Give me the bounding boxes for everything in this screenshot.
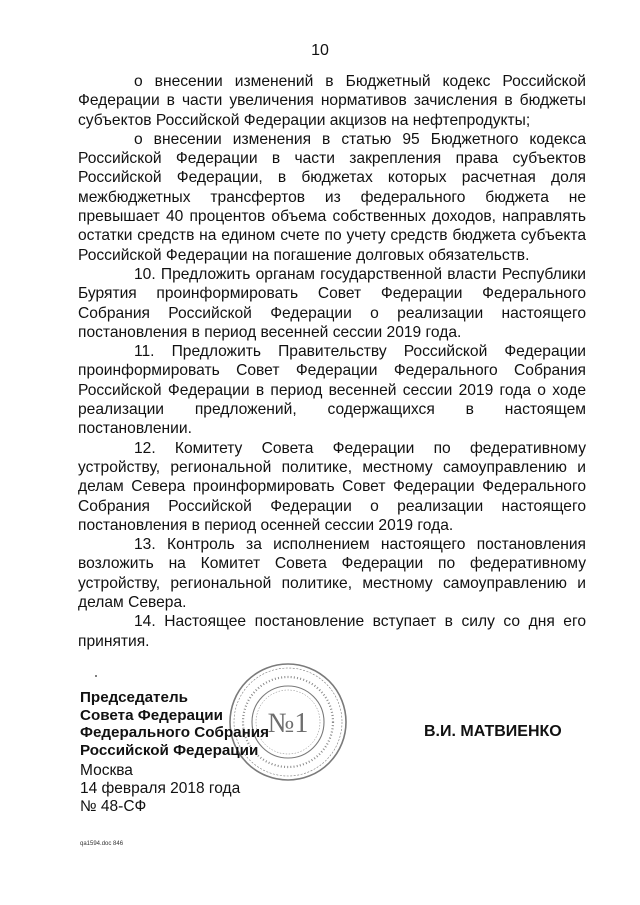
- signature-title-line: Федерального Собрания: [80, 724, 269, 741]
- document-body: [78, 72, 586, 651]
- signer-name: В.И. МАТВИЕНКО: [424, 723, 562, 740]
- document-number: № 48-СФ: [80, 798, 147, 815]
- signature-title-line: Председатель: [80, 689, 188, 706]
- signature-title-line: Российской Федерации: [80, 741, 259, 759]
- place-and-date: [80, 762, 240, 816]
- signature-title: [80, 689, 269, 759]
- document-date: 14 февраля 2018 года: [80, 780, 241, 797]
- city: Москва: [80, 762, 133, 779]
- paragraph-budget-code-article-95: о внесении изменения в статью 95 Бюджетного кодекса Российской Федерации в части закрепления права субъектов Российской Федерации, в бюджетах которых расчетная доля межбюджетных трансфертов из федерального бюджета не превышает 40 процентов объема собственных доходов, направлять остатки средств на едином счете по учету средств бюджета субъекта Российской Федерации на погашение долговых обязательств.: [78, 130, 586, 264]
- paragraph-item-14: 14. Настоящее постановление вступает в силу со дня его принятия.: [78, 613, 586, 650]
- signature-title-line: Совета Федерации: [80, 706, 223, 724]
- seal-number: №1: [267, 708, 309, 739]
- page-number: 10: [311, 42, 329, 59]
- paragraph-budget-code-excise: о внесении изменений в Бюджетный кодекс Российской Федерации в части увеличения нормативов зачисления в бюджеты субъектов Российской Федерации акцизов на нефтепродукты;: [78, 73, 586, 129]
- paragraph-item-12: 12. Комитету Совета Федерации по федеративному устройству, региональной политике, местному самоуправлению и делам Севера проинформировать Совет Федерации Федерального Собрания Российской Федерации о реализации настоящего постановления в период осенней сессии 2019 года.: [78, 439, 586, 534]
- footer-file-code: qa1594.doc 846: [80, 841, 124, 847]
- paragraph-item-11: 11. Предложить Правительству Российской Федерации проинформировать Совет Федерации Федерального Собрания Российской Федерации в период весенней сессии 2019 года о ходе реализации предложений, содержащихся в настоящем постановлении.: [78, 343, 586, 438]
- dot-mark: [95, 675, 97, 677]
- paragraph-item-10: 10. Предложить органам государственной власти Республики Бурятия проинформировать Совет Федерации Федерального Собрания Российской Федерации о реализации настоящего постановления в период весенней сессии 2019 года.: [78, 265, 586, 341]
- paragraph-item-13: 13. Контроль за исполнением настоящего постановления возложить на Комитет Совета Федерации по федеративному устройству, региональной политике, местному самоуправлению и делам Севера.: [78, 536, 586, 612]
